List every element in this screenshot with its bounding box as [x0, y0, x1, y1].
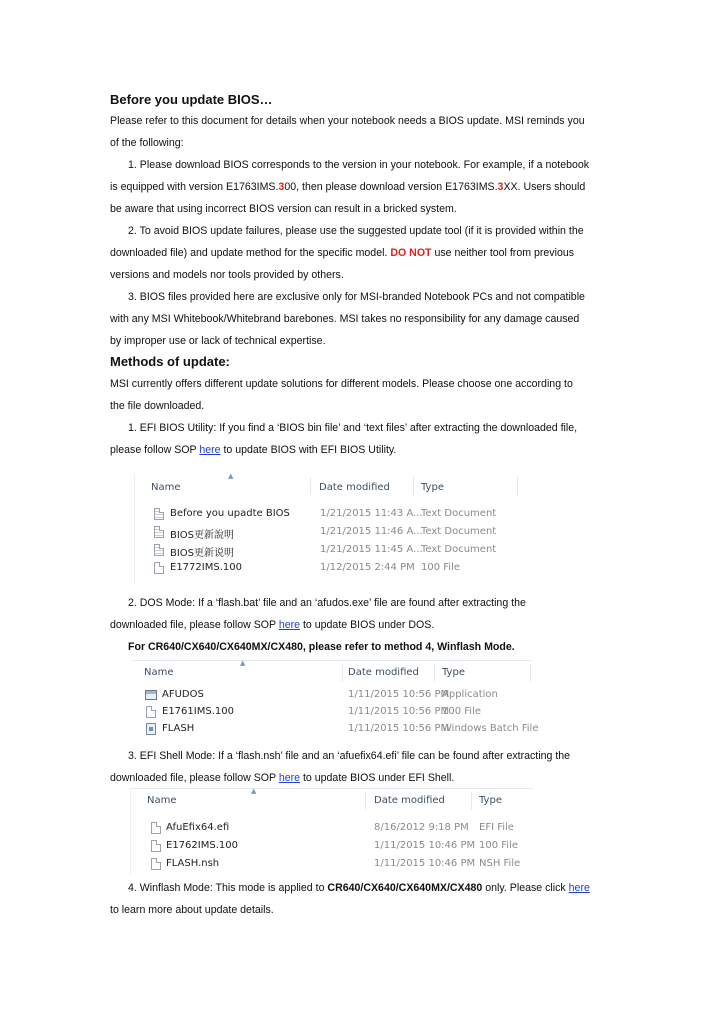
item1-text-a: is equipped with version E1763IMS. — [110, 181, 279, 193]
column-header-row — [135, 474, 519, 498]
method2-text-a: downloaded file, please follow SOP — [110, 619, 279, 631]
file-row[interactable] — [135, 542, 519, 560]
method4-models: CR640/CX640/CX640MX/CX480 — [327, 882, 483, 894]
file-row[interactable] — [131, 839, 533, 857]
method1-text-b: to update BIOS with EFI BIOS Utility. — [220, 444, 397, 456]
sort-arrow-icon: ▲ — [240, 659, 246, 667]
item3-line-2: with any MSI Whitebook/Whitebrand barebones. MSI takes no responsibility for any damage caused — [110, 313, 580, 325]
application-icon — [145, 690, 157, 700]
method2-note: For CR640/CX640/CX640MX/CX480, please refer to method 4, Winflash Mode. — [128, 641, 515, 653]
column-type: Type — [442, 667, 465, 678]
text-file-icon — [154, 544, 164, 556]
file-type: 100 File — [442, 706, 481, 717]
text-file-icon — [154, 508, 164, 520]
method2-text-b: to update BIOS under DOS. — [300, 619, 435, 631]
efi-bios-sop-link[interactable]: here — [199, 444, 221, 456]
method4-text-c: only. Please click — [482, 882, 569, 894]
item2-text-b: use neither tool from previous — [431, 247, 575, 259]
blank-file-icon — [154, 562, 164, 574]
item3-line-1: 3. BIOS files provided here are exclusive only for MSI-branded Notebook PCs and not compatible — [128, 291, 585, 303]
column-date-modified: Date modified — [319, 482, 390, 493]
method1-line-1: 1. EFI BIOS Utility: If you find a ‘BIOS bin file’ and ‘text files’ after extracting the downloaded file, — [128, 422, 578, 434]
file-row[interactable] — [132, 722, 539, 740]
column-date-modified: Date modified — [348, 667, 419, 678]
method2-line-2 — [110, 618, 434, 632]
file-row[interactable] — [131, 821, 533, 839]
efi-shell-sop-link[interactable]: here — [278, 772, 301, 784]
file-row[interactable] — [132, 705, 532, 723]
item2-line-2 — [110, 246, 574, 260]
column-date-modified: Date modified — [374, 795, 445, 806]
file-date: 1/21/2015 11:43 A... — [320, 508, 423, 519]
file-list-screenshot-efi-utility — [134, 474, 519, 584]
file-type: EFI File — [479, 822, 514, 833]
blank-file-icon — [151, 840, 161, 852]
batch-file-icon — [146, 723, 156, 735]
method3-text-b: to update BIOS under EFI Shell. — [300, 772, 455, 784]
method2-line-1: 2. DOS Mode: If a ‘flash.bat’ file and an ‘afudos.exe’ file are found after extracting the — [128, 597, 526, 609]
method1-line-2 — [110, 443, 396, 457]
file-name: E1772IMS.100 — [170, 562, 242, 573]
file-name: Before you upadte BIOS — [170, 508, 290, 519]
column-header-row — [131, 789, 533, 813]
file-type: Text Document — [421, 508, 497, 519]
version-highlight-2: 3 — [497, 181, 504, 193]
file-row[interactable] — [131, 857, 533, 875]
file-name: E1761IMS.100 — [162, 706, 234, 717]
file-list-screenshot-efi-shell — [130, 788, 533, 875]
intro-line-2: of the following: — [110, 137, 184, 149]
column-type: Type — [479, 795, 502, 806]
item2-line-3: versions and models nor tools provided by others. — [110, 269, 344, 281]
blank-file-icon — [151, 858, 161, 870]
file-name: BIOS更新说明 — [170, 548, 235, 559]
file-name: FLASH.nsh — [166, 858, 220, 869]
file-name: BIOS更新說明 — [170, 530, 235, 541]
heading-methods: Methods of update: — [110, 354, 230, 369]
column-header-row — [132, 661, 532, 685]
file-date: 1/11/2015 10:56 PM — [348, 723, 450, 734]
method4-line-1 — [128, 881, 590, 895]
blank-file-icon — [151, 822, 161, 834]
file-type: 100 File — [479, 840, 518, 851]
file-date: 1/12/2015 2:44 PM — [320, 562, 415, 573]
item3-line-3: by improper use or lack of technical expertise. — [110, 335, 326, 347]
file-row[interactable] — [135, 560, 519, 578]
sort-arrow-icon: ▲ — [251, 787, 257, 795]
sort-arrow-icon: ▲ — [228, 472, 234, 480]
blank-file-icon — [146, 706, 156, 718]
column-name: Name — [151, 482, 181, 493]
file-name: E1762IMS.100 — [166, 840, 238, 851]
item2-line-1: 2. To avoid BIOS update failures, please use the suggested update tool (if it is provided within the — [128, 225, 584, 237]
file-type: Text Document — [421, 526, 497, 537]
file-name: AFUDOS — [162, 689, 204, 700]
heading-before-update: Before you update BIOS… — [110, 92, 273, 107]
method3-line-2 — [110, 771, 454, 785]
methods-line-2: the file downloaded. — [110, 400, 205, 412]
file-type: Application — [442, 689, 498, 700]
file-date: 1/11/2015 10:46 PM — [374, 858, 476, 869]
file-date: 8/16/2012 9:18 PM — [374, 822, 469, 833]
intro-line-1: Please refer to this document for details when your notebook needs a BIOS update. MSI reminds you — [110, 115, 585, 127]
dos-mode-sop-link[interactable]: here — [278, 619, 301, 631]
item1-line-2 — [110, 180, 585, 194]
file-name: AfuEfix64.efi — [166, 822, 230, 833]
methods-line-1: MSI currently offers different update solutions for different models. Please choose one according to — [110, 378, 573, 390]
column-type: Type — [421, 482, 444, 493]
file-row[interactable] — [132, 688, 532, 706]
file-type: Text Document — [421, 544, 497, 555]
item2-text-a: downloaded file) and update method for the specific model. — [110, 247, 391, 259]
method3-line-1: 3. EFI Shell Mode: If a ‘flash.nsh’ file and an ‘afuefix64.efi’ file can be found after extracting the — [128, 750, 571, 762]
file-name: FLASH — [162, 723, 195, 734]
item1-text-b: 00, then please download version E1763IMS. — [284, 181, 498, 193]
do-not-warning: DO NOT — [390, 247, 432, 259]
text-file-icon — [154, 526, 164, 538]
file-date: 1/21/2015 11:45 A... — [320, 544, 423, 555]
method4-line-2: to learn more about update details. — [110, 904, 274, 916]
file-date: 1/11/2015 10:56 PM — [348, 689, 450, 700]
file-type: NSH File — [479, 858, 521, 869]
method3-text-a: downloaded file, please follow SOP — [110, 772, 279, 784]
item1-line-3: be aware that using incorrect BIOS version can result in a bricked system. — [110, 203, 457, 215]
item1-text-c: XX. Users should — [503, 181, 586, 193]
winflash-details-link[interactable]: here — [568, 882, 590, 894]
version-highlight-1: 3 — [278, 181, 285, 193]
file-date: 1/11/2015 10:56 PM — [348, 706, 450, 717]
method4-text-a: 4. Winflash Mode: This mode is applied to — [128, 882, 328, 894]
file-row[interactable] — [135, 524, 519, 542]
file-type: Windows Batch File — [442, 723, 539, 734]
item1-line-1: 1. Please download BIOS corresponds to the version in your notebook. For example, if a notebook — [128, 159, 590, 171]
file-date: 1/11/2015 10:46 PM — [374, 840, 476, 851]
column-name: Name — [144, 667, 174, 678]
method1-text-a: please follow SOP — [110, 444, 200, 456]
file-date: 1/21/2015 11:46 A... — [320, 526, 423, 537]
file-row[interactable] — [135, 506, 519, 524]
column-name: Name — [147, 795, 177, 806]
file-list-screenshot-dos-mode — [132, 659, 539, 741]
file-type: 100 File — [421, 562, 460, 573]
